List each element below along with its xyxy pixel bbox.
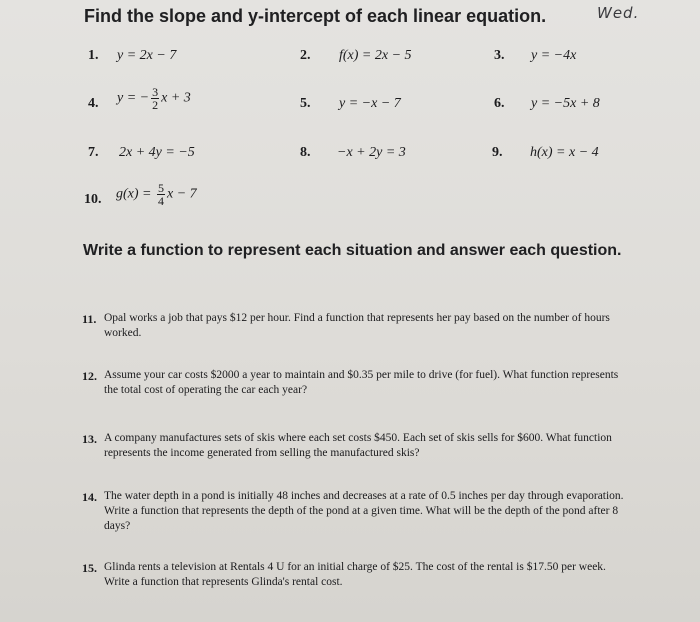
equation-number: 2. [300,48,311,63]
equation [116,182,197,207]
equation-suffix: x − 7 [167,186,197,202]
equation-prefix: y = − [117,90,150,106]
problem-text: The water depth in a pond is initially 48 inches and decreases at a rate of 0.5 inches per day through evaporation. Write a function that represents the depth of the pond at a given time. What will be the depth of the pond after 8 days? [104,490,624,532]
problem-text: Assume your car costs $2000 a year to maintain and $0.35 per mile to drive (for fuel). What function represents the total cost of operating the car each year? [104,369,619,396]
fraction-denominator: 4 [158,194,164,208]
fraction-numerator: 5 [158,181,164,195]
equation-number: 8. [300,145,311,160]
problem-number: 14. [82,490,97,504]
equation-number: 6. [494,96,505,111]
equation: y = −x − 7 [339,96,401,111]
equation: f(x) = 2x − 5 [339,48,412,63]
equation-suffix: x + 3 [161,90,191,106]
equation-number: 10. [84,192,102,207]
fraction [151,86,159,111]
problem-number: 11. [82,312,97,326]
equation [117,86,191,111]
fraction [157,182,165,207]
fraction-denominator: 2 [152,98,159,112]
fraction-numerator: 3 [152,85,159,99]
problem-text: Glinda rents a television at Rentals 4 U for an initial charge of $25. The cost of the rental is $17.50 per week. Write a function that represents Glinda's rental cost. [104,561,606,588]
problem-number: 13. [82,432,97,446]
equation: y = 2x − 7 [117,48,177,63]
problem-number: 12. [82,369,97,383]
equation-number: 5. [300,96,311,111]
equation-number: 4. [88,96,99,111]
problem-text: A company manufactures sets of skis where each set costs $450. Each set of skis sells for $600. What function represents the income generated from selling the manufactured skis? [104,432,612,459]
worksheet-title: Find the slope and y-intercept of each linear equation. [84,6,547,26]
equation: y = −4x [531,48,577,63]
equation: y = −5x + 8 [531,96,600,111]
equation: h(x) = x − 4 [530,145,599,160]
equation-number: 7. [88,145,99,160]
problem-number: 15. [82,561,97,575]
equation-prefix: g(x) = [116,186,155,202]
equation: 2x + 4y = −5 [119,145,195,160]
problem-text: Opal works a job that pays $12 per hour. Find a function that represents her pay based on the number of hours worked. [104,312,610,339]
equation-number: 3. [494,48,505,63]
equation: −x + 2y = 3 [337,145,406,160]
handwritten-note: Wed. [597,4,640,22]
section-heading: Write a function to represent each situation and answer each question. [83,242,622,259]
equation-number: 9. [492,145,503,160]
equation-number: 1. [88,48,99,63]
